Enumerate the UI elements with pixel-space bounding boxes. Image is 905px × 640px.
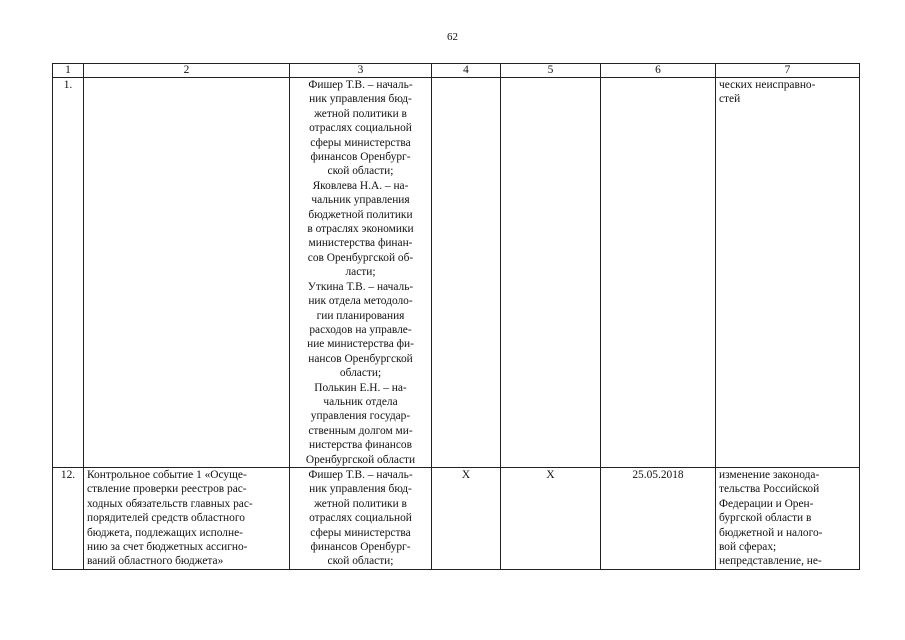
event-cell [84, 467, 290, 569]
col4-cell: X [432, 467, 501, 569]
cell-line: ческих неисправно- [719, 79, 816, 91]
cell-line: тельства Российской [719, 483, 820, 496]
risks-cell [716, 78, 860, 468]
risks-cell [716, 467, 860, 569]
cell-line: сферы министерства [310, 526, 411, 539]
cell-line: Яковлева Н.А. – на- [312, 179, 409, 192]
responsible-cell [290, 467, 432, 569]
cell-line: Оренбургской области [305, 453, 416, 466]
header-col-5: 5 [501, 64, 601, 78]
cell-line: ходных обязательств главных рас- [87, 497, 253, 510]
cell-line: ственным долгом ми- [308, 424, 413, 437]
row-number: 1. [53, 78, 84, 468]
col4-cell [432, 78, 501, 468]
cell-line: бургской области в [719, 512, 812, 525]
page-number: 62 [447, 31, 458, 43]
col5-cell: X [501, 467, 601, 569]
cell-line: ние министерства фи- [307, 338, 414, 351]
cell-line: Фишер Т.В. – началь- [308, 79, 413, 91]
header-col-6: 6 [601, 64, 716, 78]
cell-line: сов Оренбургской об- [307, 251, 414, 264]
responsible-cell [290, 78, 432, 468]
date-cell: 25.05.2018 [601, 467, 716, 569]
cell-line: ласти; [345, 266, 376, 279]
header-col-1: 1 [53, 64, 84, 78]
row-number: 12. [53, 467, 84, 569]
cell-line: расходов на управле- [309, 323, 412, 336]
cell-line: отраслях социальной [309, 122, 412, 135]
header-row [53, 64, 860, 78]
header-col-4: 4 [432, 64, 501, 78]
cell-line: чальник управления [311, 194, 410, 207]
cell-line: отраслях социальной [309, 512, 412, 525]
cell-line: ствление проверки реестров рас- [87, 483, 247, 496]
cell-line: жетной политики в [314, 497, 407, 510]
cell-line: гии планирования [316, 309, 405, 322]
cell-line: бюджетной и налого- [719, 526, 823, 539]
header-col-7: 7 [716, 64, 860, 78]
cell-line: нистерства финансов [309, 439, 412, 452]
cell-line: финансов Оренбург- [310, 541, 411, 553]
event-cell [84, 78, 290, 468]
cell-line: Полькин Е.Н. – на- [314, 381, 407, 394]
cell-line: стей [719, 93, 741, 106]
cell-line: министерства финан- [308, 237, 413, 250]
cell-line: нансов Оренбургской [308, 352, 413, 365]
plan-table [52, 63, 860, 570]
cell-line: управления государ- [310, 410, 411, 423]
cell-line: непредставление, не- [719, 555, 822, 568]
cell-line: бюджетной политики [308, 208, 413, 221]
cell-line: области; [339, 367, 382, 380]
cell-line: Федерации и Орен- [719, 497, 814, 510]
cell-line: финансов Оренбург- [310, 151, 411, 164]
table-row [53, 78, 860, 468]
cell-line: в отраслях экономики [307, 223, 414, 236]
cell-line: бюджета, подлежащих исполне- [87, 526, 243, 539]
cell-line: ваний областного бюджета» [87, 555, 224, 568]
cell-line: Уткина Т.В. – началь- [307, 280, 414, 293]
col5-cell [501, 78, 601, 468]
table-row [53, 467, 860, 569]
cell-line: жетной политики в [314, 107, 407, 120]
header-col-3: 3 [290, 64, 432, 78]
date-cell [601, 78, 716, 468]
cell-line: ской области; [327, 165, 394, 178]
cell-line: порядителей средств областного [87, 512, 245, 525]
cell-line: вой сферах; [719, 541, 777, 553]
header-col-2: 2 [84, 64, 290, 78]
cell-line: ской области; [327, 555, 394, 568]
cell-line: Фишер Т.В. – началь- [308, 468, 413, 481]
cell-line: чальник отдела [323, 395, 398, 408]
cell-line: изменение законода- [719, 468, 820, 481]
cell-line: ник управления бюд- [309, 93, 412, 106]
cell-line: сферы министерства [310, 136, 411, 149]
cell-line: ник управления бюд- [309, 483, 412, 496]
cell-line: нию за счет бюджетных ассигно- [87, 541, 248, 553]
cell-line: Контрольное событие 1 «Осуще- [87, 468, 247, 481]
cell-line: ник отдела методоло- [308, 295, 413, 308]
